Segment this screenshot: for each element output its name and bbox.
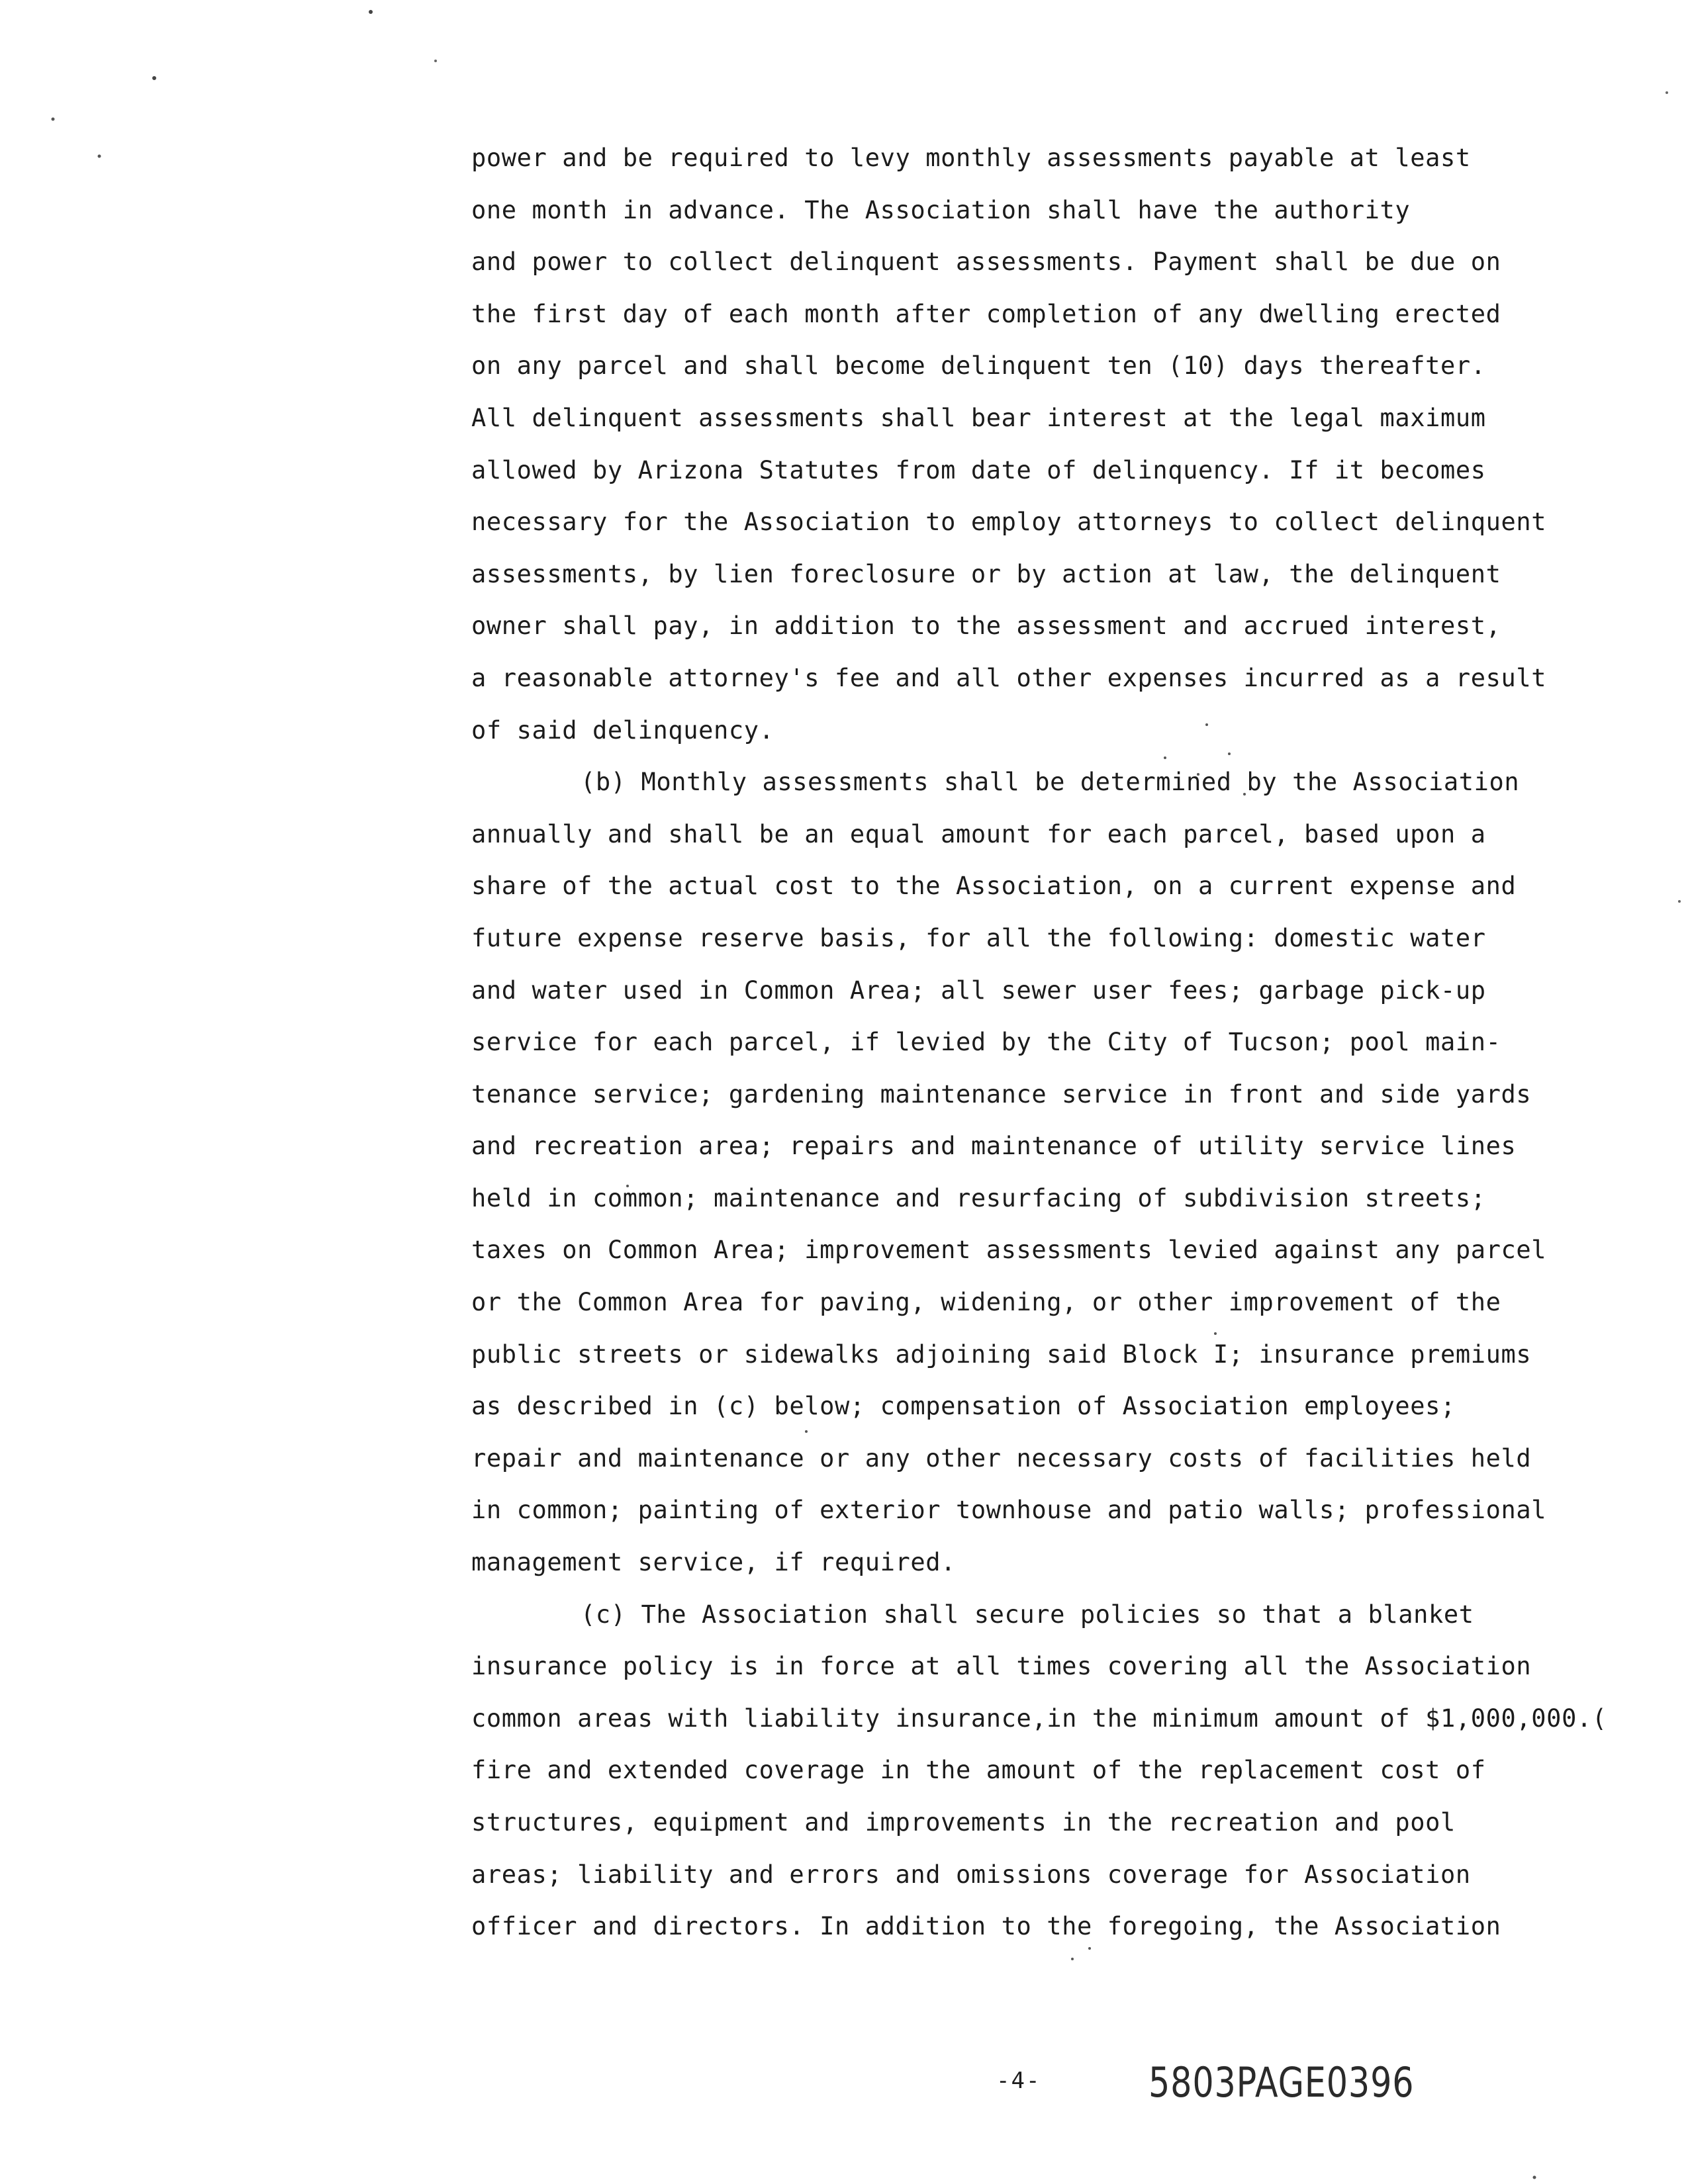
page-number: -4- [996, 2068, 1041, 2094]
text-line: service for each parcel, if levied by the City of Tucson; pool main- [471, 1028, 1501, 1057]
text-line: assessments, by lien foreclosure or by action at law, the delinquent [471, 559, 1501, 588]
text-line: on any parcel and shall become delinquent ten (10) days thereafter. [471, 351, 1486, 381]
text-line: taxes on Common Area; improvement assessments levied against any parcel [471, 1236, 1547, 1265]
text-line: areas; liability and errors and omissions coverage for Association [471, 1860, 1471, 1889]
paragraph-c-start: (c) The Association shall secure policies so that a blanket [581, 1600, 1474, 1629]
text-line: held in common; maintenance and resurfacing of subdivision streets; [471, 1183, 1486, 1212]
text-line: one month in advance. The Association shall have the authority [471, 195, 1411, 224]
text-line: structures, equipment and improvements in the recreation and pool [471, 1808, 1456, 1837]
text-line: of said delinquency. [471, 715, 774, 745]
text-line: management service, if required. [471, 1548, 957, 1577]
paragraph-b-start: (b) Monthly assessments shall be determined by the Association [581, 768, 1520, 797]
page-footer [996, 2058, 1460, 2111]
text-line: officer and directors. In addition to the foregoing, the Association [471, 1912, 1501, 1941]
text-line: repair and maintenance or any other necessary costs of facilities held [471, 1443, 1532, 1473]
text-line: future expense reserve basis, for all the following: domestic water [471, 923, 1486, 952]
text-line: power and be required to levy monthly assessments payable at least [471, 144, 1471, 172]
text-line: a reasonable attorney's fee and all other expenses incurred as a result [471, 663, 1547, 692]
text-line: the first day of each month after completion of any dwelling erected [471, 299, 1501, 328]
text-line: in common; painting of exterior townhouse and patio walls; professional [471, 1496, 1547, 1525]
document-body [471, 132, 1607, 1953]
text-line: and power to collect delinquent assessments. Payment shall be due on [471, 248, 1501, 277]
text-line: and water used in Common Area; all sewer user fees; garbage pick-up [471, 976, 1486, 1005]
recording-stamp: 5803PAGE0396 [1149, 2058, 1415, 2107]
text-line: common areas with liability insurance,in the minimum amount of $1,000,000.( [471, 1704, 1607, 1733]
text-line: necessary for the Association to employ attorneys to collect delinquent [471, 508, 1547, 537]
text-line: public streets or sidewalks adjoining said Block I; insurance premiums [471, 1340, 1532, 1369]
text-line: and recreation area; repairs and maintenance of utility service lines [471, 1132, 1517, 1161]
text-line: annually and shall be an equal amount for each parcel, based upon a [471, 819, 1486, 848]
text-line: fire and extended coverage in the amount of the replacement cost of [471, 1756, 1486, 1785]
text-line: insurance policy is in force at all times covering all the Association [471, 1652, 1532, 1681]
text-line: tenance service; gardening maintenance service in front and side yards [471, 1079, 1532, 1109]
text-line: allowed by Arizona Statutes from date of delinquency. If it becomes [471, 455, 1486, 484]
text-line: All delinquent assessments shall bear interest at the legal maximum [471, 403, 1486, 432]
text-line: as described in (c) below; compensation of Association employees; [471, 1392, 1456, 1421]
text-line: share of the actual cost to the Association, on a current expense and [471, 872, 1517, 901]
text-line: owner shall pay, in addition to the assessment and accrued interest, [471, 612, 1501, 641]
text-line: or the Common Area for paving, widening, or other improvement of the [471, 1288, 1501, 1317]
